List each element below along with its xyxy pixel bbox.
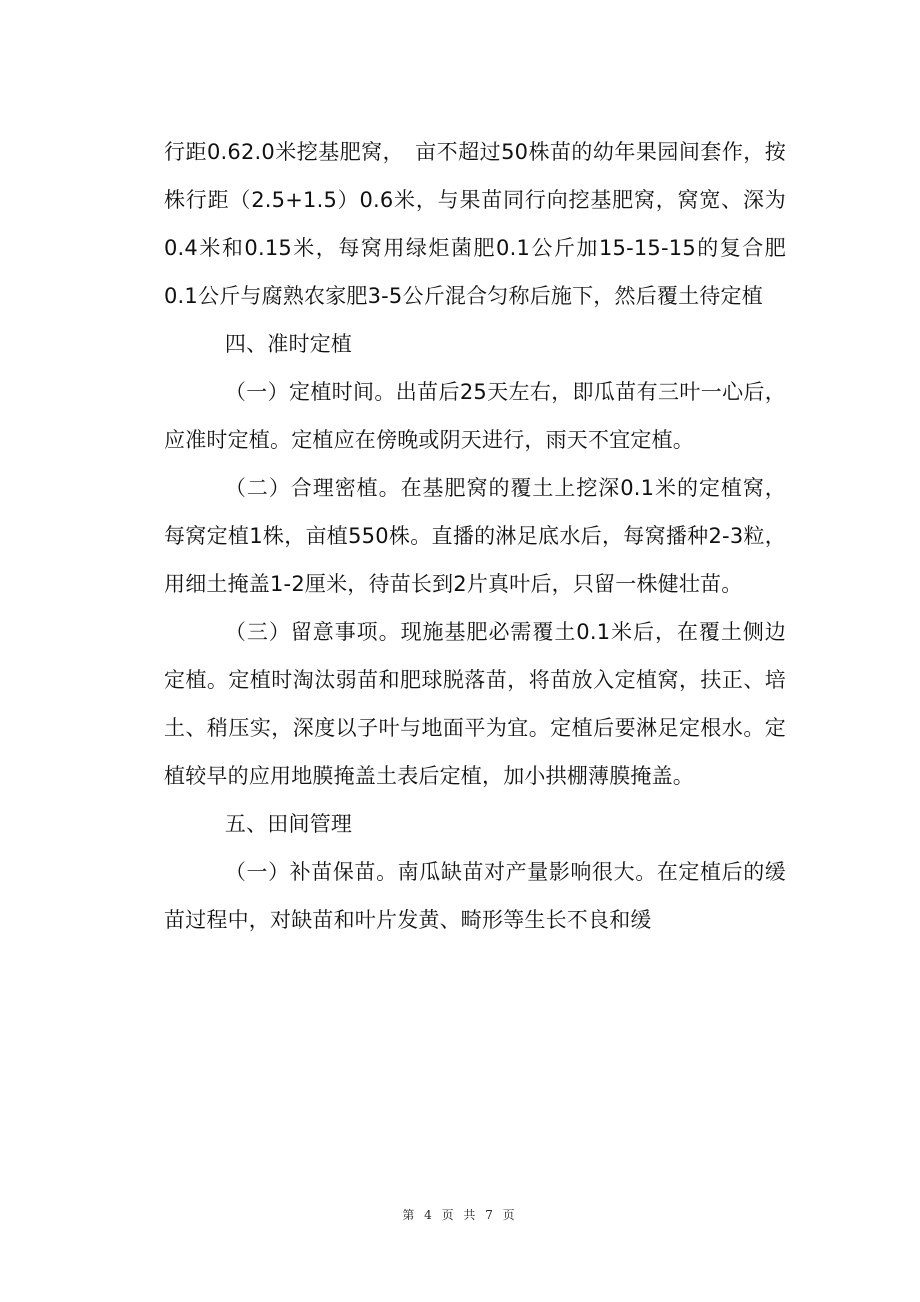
paragraph-continuation: 行距0.62.0米挖基肥窝， 亩不超过50株苗的幼年果园间套作，按株行距（2.5+1.5）0.6米，与果苗同行向挖基肥窝，窝宽、深为0.4米和0.15米，每窝用绿炬菌肥0.1公斤加15-15-15的复合肥0.1公斤与腐熟农家肥3-5公斤混合匀称后施下，然后覆土待定植	[164, 140, 786, 308]
page-footer: 第 4 页 共 7 页	[402, 1208, 518, 1222]
section-heading-planting: 四、准时定植	[224, 332, 353, 356]
paragraph-planting-time: （一）定植时间。出苗后25天左右，即瓜苗有三叶一心后，应准时定植。定植应在傍晚或阴天进行，雨天不宜定植。	[164, 380, 786, 452]
paragraph-dense-planting: （二）合理密植。在基肥窝的覆土上挖深0.1米的定植窝，每窝定植1株，亩植550株。直播的淋足底水后，每窝播种2-3粒，用细土掩盖1-2厘米，待苗长到2片真叶后，只留一株健壮苗。	[164, 476, 786, 596]
document-body	[164, 128, 786, 944]
section-heading-field-management: 五、田间管理	[224, 812, 353, 836]
paragraph-notes: （三）留意事项。现施基肥必需覆土0.1米后，在覆土侧边定植。定植时淘汰弱苗和肥球脱落苗，将苗放入定植窝，扶正、培土、稍压实，深度以子叶与地面平为宜。定植后要淋足定根水。定植较早的应用地膜掩盖土表后定植，加小拱棚薄膜掩盖。	[164, 620, 786, 788]
paragraph-replanting: （一）补苗保苗。南瓜缺苗对产量影响很大。在定植后的缓苗过程中，对缺苗和叶片发黄、畸形等生长不良和缓	[164, 860, 786, 932]
